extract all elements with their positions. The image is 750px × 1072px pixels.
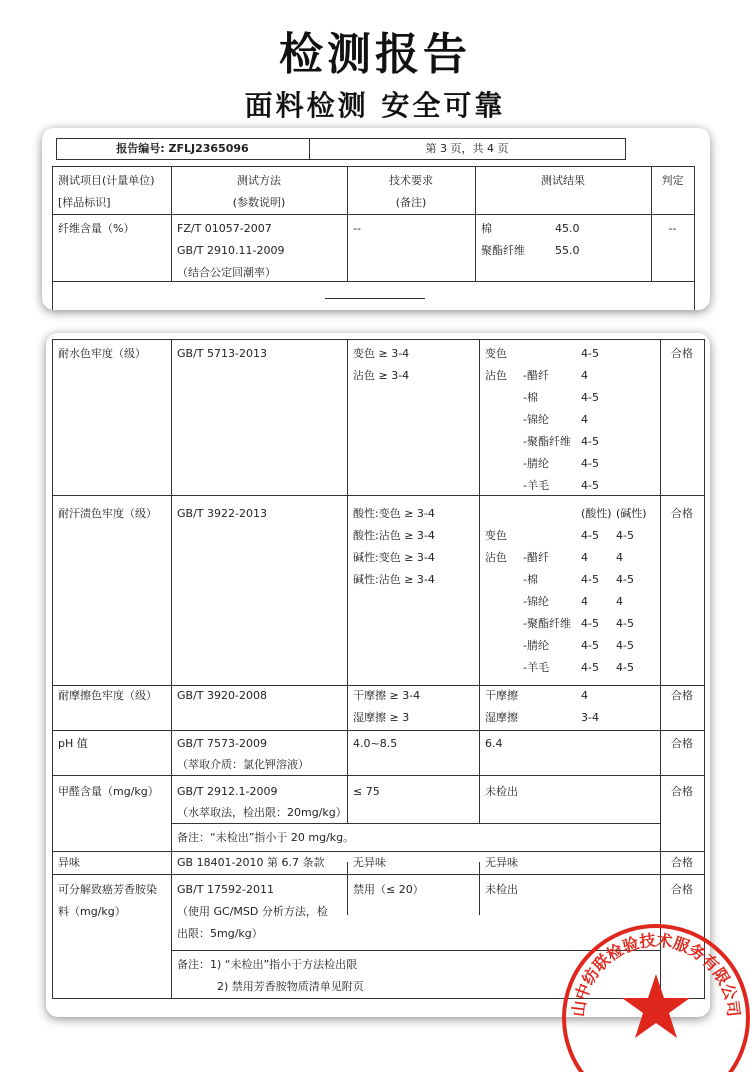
formaldehyde-req: ≤ 75: [353, 785, 380, 798]
page-indicator: 第 3 页，共 4 页: [425, 142, 509, 155]
col-header-item-sub: [样品标识]: [58, 196, 111, 209]
amine-note-2: 2) 禁用芳香胺物质清单见附页: [217, 980, 364, 993]
seal-text: 山中纺联检验技术服务有限公司: [568, 930, 744, 1018]
sweat-result-fiber: -腈纶: [523, 639, 549, 652]
formaldehyde-method-2: （水萃取法，检出限：20mg/kg）: [177, 806, 347, 819]
report-results-card: [46, 333, 710, 1017]
amine-item-2: 料（mg/kg）: [58, 905, 126, 918]
formaldehyde-result: 未检出: [485, 785, 518, 798]
sweat-judge: 合格: [671, 507, 693, 520]
ph-item: pH 值: [58, 737, 88, 750]
sweat-result-alkali: 4-5: [616, 661, 634, 674]
report-number-label: 报告编号:: [116, 142, 165, 155]
rub-result-name-1: 干摩擦: [485, 689, 518, 702]
rub-req-1: 干摩擦 ≥ 3-4: [353, 689, 421, 702]
sweat-result-acid: 4-5: [581, 573, 599, 586]
sweat-result-alkali: 4: [616, 551, 623, 564]
water-result-value: 4: [581, 369, 588, 382]
sweat-method: GB/T 3922-2013: [177, 507, 267, 520]
col-header-method-sub: (参数说明): [232, 196, 286, 209]
fiber-method-3: （结合公定回潮率）: [177, 266, 276, 279]
amine-judge: 合格: [671, 883, 693, 896]
sweat-item: 耐汗渍色牢度（级）: [58, 507, 157, 520]
sweat-result-alkali: 4-5: [616, 639, 634, 652]
sweat-result-acid: 4-5: [581, 639, 599, 652]
water-result-value: 4-5: [581, 391, 599, 404]
water-result-fiber: -棉: [523, 391, 538, 404]
rub-result-name-2: 湿摩擦: [485, 711, 518, 724]
fiber-req: --: [353, 222, 361, 235]
fiber-method-1: FZ/T 01057-2007: [177, 222, 272, 235]
sweat-req-4: 碱性:沾色 ≥ 3-4: [353, 573, 435, 586]
odor-req: 无异味: [353, 856, 386, 869]
water-result-type: 变色: [485, 347, 507, 360]
water-judge: 合格: [671, 347, 693, 360]
formaldehyde-note: 备注：“未检出”指小于 20 mg/kg。: [177, 831, 355, 844]
formaldehyde-method-1: GB/T 2912.1-2009: [177, 785, 278, 798]
report-number-value: ZFLJ2365096: [168, 142, 249, 155]
report-number: [56, 138, 309, 160]
rub-req-2: 湿摩擦 ≥ 3: [353, 711, 410, 724]
amine-method-2: （使用 GC/MSD 分析方法，检: [177, 905, 328, 918]
water-result-fiber: -聚酯纤维: [523, 435, 571, 448]
fiber-result-value-2: 55.0: [555, 244, 580, 257]
fiber-item: 纤维含量（%）: [58, 222, 135, 235]
water-result-value: 4-5: [581, 435, 599, 448]
report-title: 检测报告: [279, 29, 471, 80]
sweat-result-alkali: 4-5: [616, 573, 634, 586]
water-item: 耐水色牢度（级）: [58, 347, 146, 360]
water-result-fiber: -腈纶: [523, 457, 549, 470]
water-req-1: 变色 ≥ 3-4: [353, 347, 410, 360]
sweat-head-alkali: (碱性): [616, 507, 647, 520]
sweat-result-fiber: -棉: [523, 573, 538, 586]
rub-judge: 合格: [671, 689, 693, 702]
water-result-value: 4-5: [581, 347, 599, 360]
report-header-card: [42, 128, 710, 310]
fiber-result-value-1: 45.0: [555, 222, 580, 235]
water-result-type: 沾色: [485, 369, 507, 382]
amine-method-3: 出限：5mg/kg）: [177, 927, 263, 940]
formaldehyde-judge: 合格: [671, 785, 693, 798]
col-header-method: 测试方法: [237, 174, 281, 187]
sweat-result-alkali: 4-5: [616, 529, 634, 542]
water-req-2: 沾色 ≥ 3-4: [353, 369, 410, 382]
col-header-req: 技术要求: [389, 174, 433, 187]
ph-method-1: GB/T 7573-2009: [177, 737, 267, 750]
odor-judge: 合格: [671, 856, 693, 869]
amine-method-1: GB/T 17592-2011: [177, 883, 274, 896]
rub-result-value-2: 3-4: [581, 711, 599, 724]
odor-method: GB 18401-2010 第 6.7 条款: [177, 856, 325, 869]
sweat-result-fiber: -聚酯纤维: [523, 617, 571, 630]
sweat-result-type: 变色: [485, 529, 507, 542]
sweat-result-fiber: -羊毛: [523, 661, 549, 674]
formaldehyde-item: 甲醛含量（mg/kg）: [58, 785, 159, 798]
water-result-value: 4: [581, 413, 588, 426]
water-method: GB/T 5713-2013: [177, 347, 267, 360]
sweat-req-1: 酸性:变色 ≥ 3-4: [353, 507, 435, 520]
fiber-result-name-1: 棉: [481, 222, 492, 235]
col-header-item: 测试项目(计量单位): [58, 174, 155, 187]
odor-result: 无异味: [485, 856, 518, 869]
sweat-result-acid: 4: [581, 551, 588, 564]
fiber-method-2: GB/T 2910.11-2009: [177, 244, 285, 257]
rub-item: 耐摩擦色牢度（级）: [58, 689, 157, 702]
rub-method: GB/T 3920-2008: [177, 689, 267, 702]
amine-result: 未检出: [485, 883, 518, 896]
sweat-head-acid: (酸性): [581, 507, 612, 520]
sweat-result-fiber: -锦纶: [523, 595, 549, 608]
fiber-result-name-2: 聚酯纤维: [481, 244, 525, 257]
sweat-result-alkali: 4: [616, 595, 623, 608]
water-result-value: 4-5: [581, 479, 599, 492]
water-result-value: 4-5: [581, 457, 599, 470]
col-header-req-sub: (备注): [395, 196, 427, 209]
sweat-result-alkali: 4-5: [616, 617, 634, 630]
water-result-fiber: -醋纤: [523, 369, 549, 382]
amine-req: 禁用（≤ 20）: [353, 883, 424, 896]
sweat-result-acid: 4: [581, 595, 588, 608]
sweat-req-2: 酸性:沾色 ≥ 3-4: [353, 529, 435, 542]
sweat-result-acid: 4-5: [581, 529, 599, 542]
ph-judge: 合格: [671, 737, 693, 750]
rub-result-value-1: 4: [581, 689, 588, 702]
amine-note-1: 备注：1) “未检出”指小于方法检出限: [177, 958, 358, 971]
sweat-result-acid: 4-5: [581, 617, 599, 630]
ph-method-2: （萃取介质：氯化钾溶液）: [177, 758, 309, 771]
sweat-result-fiber: -醋纤: [523, 551, 549, 564]
report-subtitle: 面料检测 安全可靠: [244, 89, 506, 122]
ph-result: 6.4: [485, 737, 503, 750]
ph-req: 4.0~8.5: [353, 737, 398, 750]
sweat-result-type: 沾色: [485, 551, 507, 564]
amine-item-1: 可分解致癌芳香胺染: [58, 883, 157, 896]
water-result-fiber: -羊毛: [523, 479, 549, 492]
fiber-judge: --: [668, 222, 677, 235]
sweat-req-3: 碱性:变色 ≥ 3-4: [353, 551, 435, 564]
col-header-judge: 判定: [661, 174, 684, 187]
water-result-fiber: -锦纶: [523, 413, 549, 426]
sweat-result-acid: 4-5: [581, 661, 599, 674]
col-header-result: 测试结果: [541, 174, 585, 187]
odor-item: 异味: [58, 856, 80, 869]
